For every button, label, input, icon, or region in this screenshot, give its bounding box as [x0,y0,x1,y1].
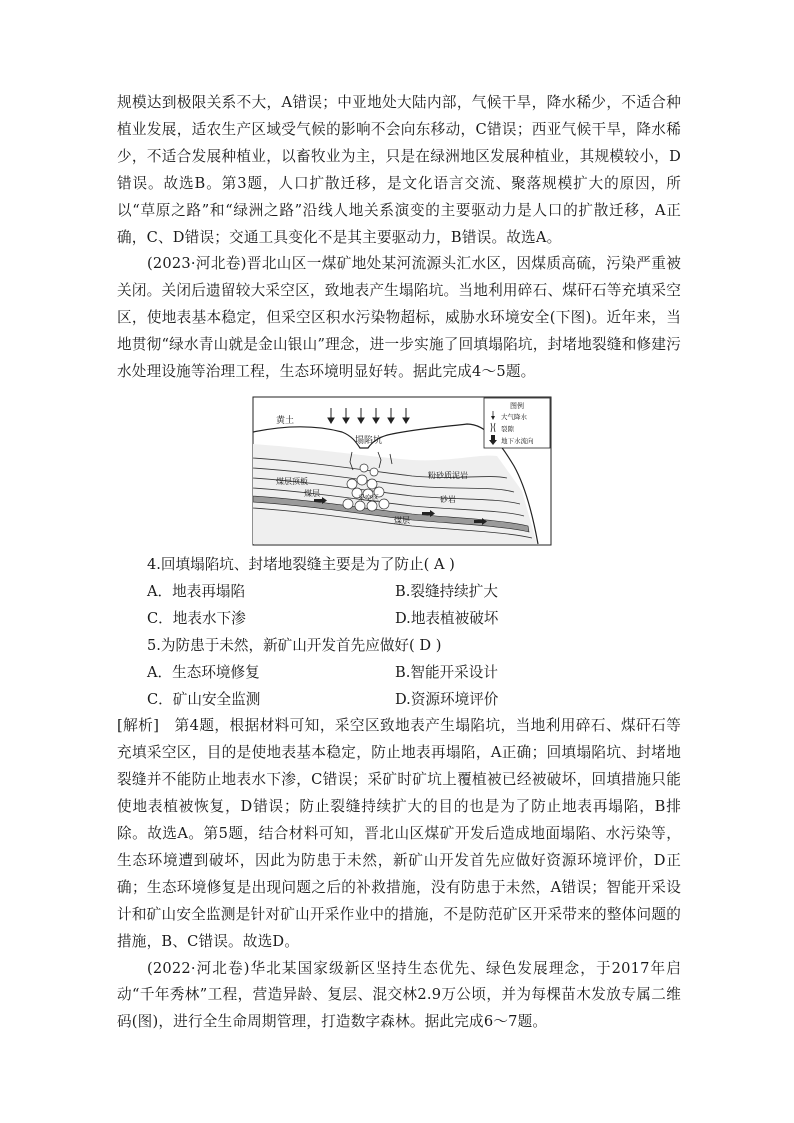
geology-cross-section [252,396,552,546]
question-5-option-b: B.智能开采设计 [395,663,498,681]
question-5-stem: 5.为防患于未然，新矿山开发首先应做好 [147,636,410,654]
question-4-answer: ( A ) [423,555,455,573]
question-5-option-c: C．矿山安全监测 [147,690,261,708]
label-siltstone: 粉砂质泥岩 [428,470,468,480]
label-sandstone: 砂岩 [440,494,456,504]
top-paragraph: 规模达到极限关系不大，A错误；中亚地处大陆内部，气候干旱，降水稀少，不适合种植业发展，适农生产区域受气候的影响不会向东移动，C错误；西亚气候干旱，降水稀少，不适合发展种植业，以畜牧业为主，只是在绿洲地区发展种植业，其规模较小，D错误。故选B。第3题，人口扩散迁移，是文化语言交流、聚落规模扩大的原因，所以“草原之路”和“绿洲之路”沿线人地关系演变的主要驱动力是人口的扩散迁移，A正确，C、D错误；交通工具变化不是其主要驱动力，B错误。故选A。 [117,94,681,246]
legend-title: 图例 [510,401,524,410]
analysis-label: [解析] [117,717,160,735]
label-loess: 黄土 [276,415,295,426]
label-roof: 煤层顶板 [276,476,308,486]
analysis [117,713,681,955]
question-5-option-d: D.资源环境评价 [395,690,499,708]
question-4-option-a: A．地表再塌陷 [147,582,246,600]
analysis-text: 第4题，根据材料可知，采空区致地表产生塌陷坑，当地利用碎石、煤矸石等充填采空区，目的是使地表基本稳定，防止地表再塌陷，A正确；回填塌陷坑、封堵地裂缝并不能防止地表水下渗，C错误；采矿时矿坑上覆植被已经被破坏，回填措施只能使地表植被恢复，D错误；防止裂缝持续扩大的目的也是为了防止地表再塌陷，B排除。故选A。第5题，结合材料可知，晋北山区煤矿开发后造成地面塌陷、水污染等，生态环境遭到破坏，因此为防患于未然，新矿山开发首先应做好资源环境评价，D正确；生态环境修复是出现问题之后的补救措施，没有防患于未然，A错误；智能开采设计和矿山安全监测是针对矿山开采作业中的措施，不是防范矿区开采带来的整体问题的措施，B、C错误。故选D。 [117,717,682,950]
label-coal-left: 煤层 [304,488,320,498]
question-5-option-a: A．生态环境修复 [147,663,260,681]
geology-diagram [252,396,552,546]
label-goaf: 采空区 [358,493,379,502]
question-4 [117,552,681,633]
question-5-answer: ( D ) [409,636,442,654]
document-page [117,90,681,1036]
question-4-option-b: B.裂缝持续扩大 [395,582,498,600]
material-2023: (2023·河北卷)晋北山区一煤矿地处某河流源头汇水区，因煤质高硫，污染严重被关闭。关闭后遗留较大采空区，致地表产生塌陷坑。当地利用碎石、煤矸石等充填采空区，使地表基本稳定，但采空区积水污染物超标，威胁水环境安全(下图)。近年来，当地贯彻“绿水青山就是金山银山”理念，进一步实施了回填塌陷坑，封堵地裂缝和修建污水处理设施等治理工程，生态环境明显好转。据此完成4～5题。 [117,255,681,381]
question-4-option-c: C．地表水下渗 [147,609,246,627]
question-5 [117,633,681,714]
legend-flow: 地下水流向 [501,436,534,445]
legend-rain: 大气降水 [501,412,527,421]
legend-crack: 裂隙 [501,424,514,433]
material-2022: (2022·河北卷)华北某国家级新区坚持生态优先、绿色发展理念，于2017年启动“千年秀林”工程，营造异龄、复层、混交林2.9万公顷，并为每棵苗木发放专属二维码(图)，进行全生命周期管理，打造数字森林。据此完成6～7题。 [117,959,681,1031]
question-4-option-d: D.地表植被破坏 [395,609,499,627]
label-sinkhole: 塌陷坑 [355,435,383,446]
label-coal-right: 煤层 [394,515,410,525]
question-4-stem: 4.回填塌陷坑、封堵地裂缝主要是为了防止 [147,555,424,573]
